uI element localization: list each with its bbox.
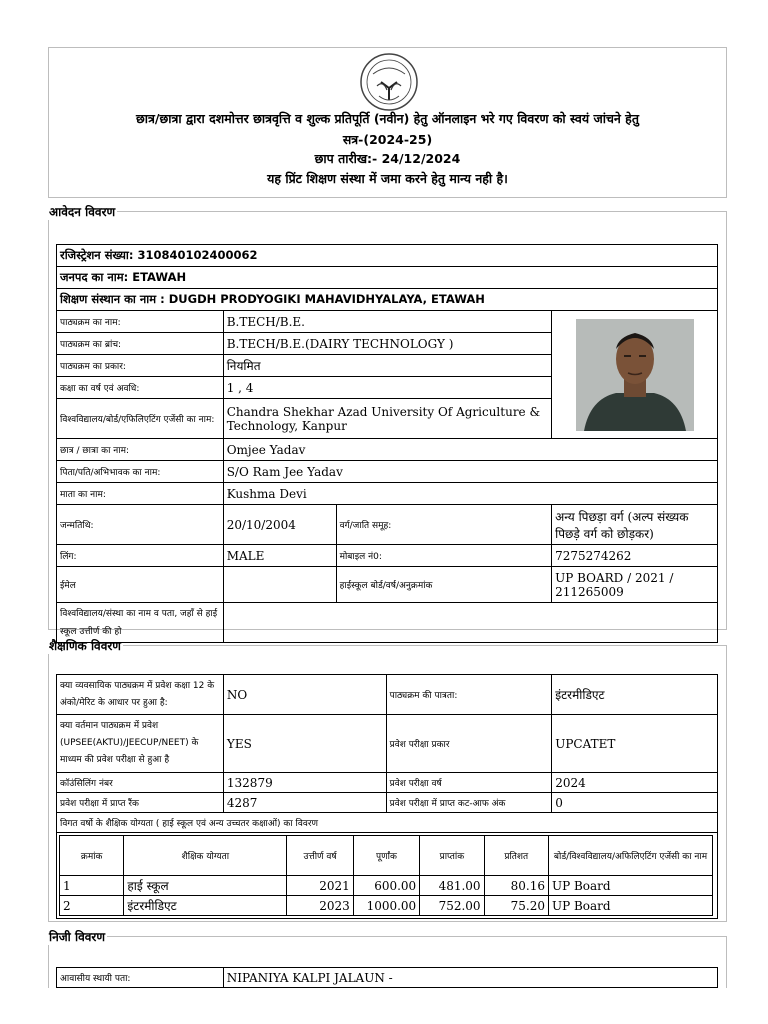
education-history-table [59,835,713,916]
history-cell: UP Board [548,876,712,896]
history-cell: इंटरमीडिएट [124,896,287,916]
rank-label: प्रवेश परीक्षा में प्राप्त रैंक [57,793,224,813]
entrance-admission-label: क्या वर्तमान पाठ्यक्रम में प्रवेश (UPSEE(AKTU)/JEECUP/NEET) के माध्यम की प्रवेश परीक्षा से हुआ है [57,715,224,773]
history-cell: 80.16 [484,876,548,896]
history-cell: 1000.00 [353,896,419,916]
gender-label: लिंग: [57,545,224,567]
history-caption: विगत वर्षो के शैक्षिक योग्यता ( हाई स्कूल एवं अन्य उच्चतर कक्षाओं) का विवरण [57,813,718,833]
section-legend: शैक्षणिक विवरण [49,639,121,653]
exam-type: UPCATET [552,715,718,773]
cutoff-label: प्रवेश परीक्षा में प्राप्त कट-आफ अंक [386,793,552,813]
mobile: 7275274262 [552,545,718,567]
institution-name: शिक्षण संस्थान का नाम : DUGDH PRODYOGIKI MAHAVIDHYALAYA, ETAWAH [57,289,718,311]
section-legend: आवेदन विवरण [49,205,116,219]
photo-cell [552,311,718,439]
gender: MALE [223,545,336,567]
counselling-label: कॉउंसिलिंग नंबर [57,773,224,793]
course-type-label: पाठ्यक्रम का प्रकार: [57,355,224,377]
section-legend: निजी विवरण [49,930,105,944]
table-row [60,896,713,916]
course-branch-label: पाठ्यक्रम का ब्रांच: [57,333,224,355]
course-name-label: पाठ्यक्रम का नाम: [57,311,224,333]
history-header: शैक्षिक योग्यता [124,836,287,876]
eligibility: इंटरमीडिएट [552,675,718,715]
student-name-label: छात्र / छात्रा का नाम: [57,439,224,461]
history-header: बोर्ड/विश्वविद्यालय/अफिलिएटिंग एजेंसी का नाम [548,836,712,876]
merit-admission: NO [223,675,386,715]
history-cell: 1 [60,876,124,896]
hs-university-label: विश्वविद्यालय/संस्था का नाम व पता, जहाँ से हाई स्कूल उत्तीर्ण की हो [57,603,224,643]
class-year: 1 , 4 [223,377,551,399]
history-cell: हाई स्कूल [124,876,287,896]
dob-label: जन्मतिथि: [57,505,224,545]
entrance-admission: YES [223,715,386,773]
history-cell: 752.00 [420,896,484,916]
hs-board-label: हाईस्कूल बोर्ड/वर्ष/अनुक्रमांक [336,567,552,603]
class-year-label: कक्षा का वर्ष एवं अवधि: [57,377,224,399]
history-header: प्राप्तांक [420,836,484,876]
form-header [48,47,727,198]
student-name: Omjee Yadav [223,439,717,461]
merit-admission-label: क्या व्यवसायिक पाठ्यक्रम में प्रवेश कक्षा 12 के अंको/मेरिट के आधार पर हुआ है: [57,675,224,715]
print-date: छाप तारीख:- 24/12/2024 [314,151,461,166]
course-type: नियमित [223,355,551,377]
rank: 4287 [223,793,386,813]
category-label: वर्ग/जाति समूह: [336,505,552,545]
email-label: ईमेल [57,567,224,603]
university-name: Chandra Shekhar Azad University Of Agriculture & Technology, Kanpur [223,399,551,439]
mother-name: Kushma Devi [223,483,717,505]
counselling-number: 132879 [223,773,386,793]
application-details-section [48,203,727,637]
header-title: छात्र/छात्रा द्वारा दशमोत्तर छात्रवृत्ति व शुल्क प्रतिपूर्ति (नवीन) हेतु ऑनलाइन भरे गए विवरण को स्वयं जांचने हेतु [136,111,639,126]
cutoff: 0 [552,793,718,813]
history-cell: 2021 [287,876,353,896]
history-cell: 2023 [287,896,353,916]
hs-board: UP BOARD / 2021 / 211265009 [552,567,718,603]
email [223,567,336,603]
academic-table [56,674,718,919]
table-row [60,876,713,896]
course-branch: B.TECH/B.E.(DAIRY TECHNOLOGY ) [223,333,551,355]
personal-details-section [48,928,727,988]
mother-name-label: माता का नाम: [57,483,224,505]
university-label: विश्वविद्यालय/बोर्ड/एफिलिएटिंग एजेंसी का नाम: [57,399,224,439]
history-header: क्रमांक [60,836,124,876]
permanent-address: NIPANIYA KALPI JALAUN - [223,968,717,988]
history-cell: 2 [60,896,124,916]
personal-table [56,967,718,988]
dob: 20/10/2004 [223,505,336,545]
academic-details-section [48,637,727,922]
eligibility-label: पाठ्यक्रम की पात्रता: [386,675,552,715]
registration-number: रजिस्ट्रेशन संख्या: 310840102400062 [57,245,718,267]
history-cell: 600.00 [353,876,419,896]
student-photo [576,319,694,431]
father-name: S/O Ram Jee Yadav [223,461,717,483]
district-name: जनपद का नाम: ETAWAH [57,267,718,289]
up-government-emblem-icon [359,52,419,112]
category: अन्य पिछड़ा वर्ग (अल्प संख्यक पिछड़े वर्ग को छोड़कर) [552,505,718,545]
course-name: B.TECH/B.E. [223,311,551,333]
exam-type-label: प्रवेश परीक्षा प्रकार [386,715,552,773]
mobile-label: मोबाइल नं0: [336,545,552,567]
exam-year-label: प्रवेश परीक्षा वर्ष [386,773,552,793]
application-table [56,244,718,643]
history-header: उत्तीर्ण वर्ष [287,836,353,876]
address-label: आवासीय स्थायी पता: [57,968,224,988]
history-header: पूर्णांक [353,836,419,876]
history-header: प्रतिशत [484,836,548,876]
exam-year: 2024 [552,773,718,793]
history-container [57,833,718,919]
father-name-label: पिता/पति/अभिभावक का नाम: [57,461,224,483]
disclaimer-text: यह प्रिंट शिक्षण संस्था में जमा करने हेतु मान्य नही है। [267,171,508,186]
history-cell: 75.20 [484,896,548,916]
history-cell: 481.00 [420,876,484,896]
session-text: सत्र-(2024-25) [342,132,433,147]
history-cell: UP Board [548,896,712,916]
